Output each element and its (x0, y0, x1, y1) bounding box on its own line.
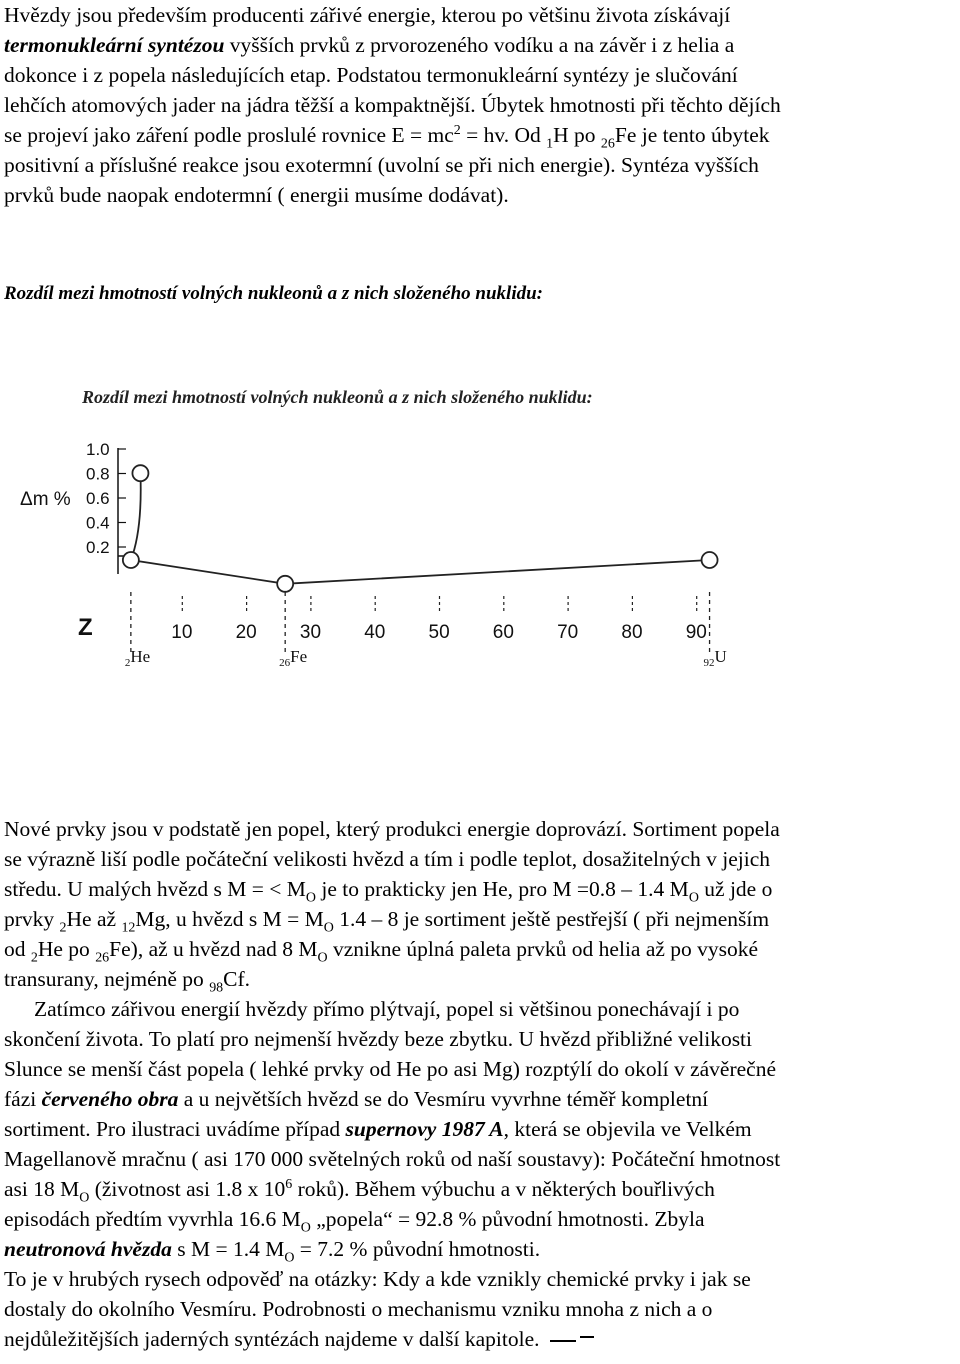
text-span: Zatímco zářivou energií hvězdy přímo plýtvají, popel si většinou ponechávají i po (34, 997, 740, 1021)
text-span: Fe), až u hvězd nad 8 M (109, 937, 318, 961)
x-tick-label: 20 (235, 622, 257, 643)
text-line (4, 994, 960, 1024)
x-tick-label: 80 (621, 622, 643, 643)
data-point (132, 465, 148, 481)
text-line (4, 1084, 960, 1114)
text-span: Hvězdy jsou především producenti zářivé energie, kterou po většinu života získávají (4, 3, 731, 27)
text-line (4, 904, 960, 934)
text-span: prvky (4, 907, 60, 931)
x-tick-label: 50 (428, 622, 450, 643)
superscript: 6 (285, 1176, 293, 1192)
text-span: skončení života. To platí pro nejmenší hvězdy beze zbytku. U hvězd přibližné velikosti (4, 1027, 753, 1051)
text-span: Mg, u hvězd s M = M (135, 907, 324, 931)
emphasis-term: neutronová hvězda (4, 1237, 172, 1261)
text-span: s M = 1.4 M (171, 1237, 285, 1261)
text-span: (životnost asi 1.8 x 10 (89, 1177, 286, 1201)
text-span: H po (553, 123, 601, 147)
text-span: od (4, 937, 31, 961)
text-span: transurany, nejméně po (4, 967, 210, 991)
text-line (4, 1234, 960, 1264)
text-line (4, 1054, 960, 1084)
text-span: Fe je tento úbytek (614, 123, 770, 147)
text-line (4, 1264, 960, 1294)
x-tick-label: 10 (171, 622, 193, 643)
text-span: , která se objevila ve Velkém (503, 1117, 752, 1141)
subscript: 98 (209, 980, 224, 996)
text-span: dokonce i z popela následujících etap. Podstatou termonukleární syntézy je slučování (4, 63, 738, 87)
subscript: O (284, 1250, 295, 1266)
text-span: Cf. (223, 967, 251, 991)
data-point (702, 552, 718, 568)
text-span: prvků bude naopak endotermní ( energii musíme dodávat). (4, 183, 509, 207)
text-span: episodách předtím vyvrhla 16.6 M (4, 1207, 301, 1231)
chart-title: Rozdíl mezi hmotností volných nukleonů a z nich složeného nuklidu: (82, 387, 593, 407)
text-line (4, 1174, 960, 1204)
text-line (4, 1114, 960, 1144)
text-span: už jde o (698, 877, 773, 901)
x-tick-label: 60 (492, 622, 514, 643)
emphasis-term: supernovy 1987 A (345, 1117, 504, 1141)
x-tick-label: 30 (299, 622, 322, 643)
y-tick-label: 0.2 (86, 538, 110, 557)
subscript: O (323, 920, 334, 936)
text-span: je to prakticky jen He, pro M =0.8 – 1.4 M (316, 877, 689, 901)
text-span: positivní a příslušné reakce jsou exotermní (uvolní se při nich energie). Syntéza vyšších (4, 153, 759, 177)
x-tick-label: 90 (685, 622, 707, 643)
x-tick-label: 40 (364, 622, 386, 643)
y-tick-label: 1.0 (86, 440, 110, 459)
text-span: se projeví jako záření podle proslulé rovnice E = mc (4, 123, 454, 147)
text-line (4, 844, 960, 874)
text-line (4, 874, 960, 904)
text-span: = 7.2 % původní hmotnosti. (294, 1237, 541, 1261)
text-line (4, 1144, 960, 1174)
nuclide-label: $_{92}$U (703, 647, 727, 669)
subscript: O (305, 890, 317, 906)
text-span: sortiment. Pro ilustraci uvádíme případ (4, 1117, 346, 1141)
section-heading: Rozdíl mezi hmotností volných nukleonů a z nich složeného nuklidu: (4, 283, 543, 304)
text-line (4, 964, 960, 994)
text-span: dostaly do okolního Vesmíru. Podrobnosti o mechanismu vzniku mnoha z nich a o (4, 1297, 713, 1321)
nuclide-label: $_2$He (124, 647, 151, 669)
subscript: 2 (59, 920, 67, 936)
text-span: a u největších hvězd se do Vesmíru vyvrhne téměř kompletní (178, 1087, 709, 1111)
subscript: 26 (95, 950, 110, 966)
dash-mark (580, 1335, 594, 1338)
subscript: O (300, 1220, 311, 1236)
text-span: lehčích atomových jader na jádra těžší a kompaktnější. Úbytek hmotnosti při těchto dějích (4, 93, 781, 117)
x-tick-label: 70 (557, 622, 579, 643)
text-span: se výrazně liší podle počáteční velikosti hvězd a tím i podle teplot, dosažitelných v jejich (4, 847, 771, 871)
text-span: Nové prvky jsou v podstatě jen popel, který produkci energie doprovází. Sortiment popela (4, 817, 780, 841)
text-span: roků). Během výbuchu a v některých bouřlivých (292, 1177, 715, 1201)
subscript: O (79, 1190, 90, 1206)
text-span: vyšších prvků z prvorozeného vodíku a na závěr i z helia a (224, 33, 735, 57)
text-span: nejdůležitějších jaderných syntézách najdeme v další kapitole. (4, 1327, 540, 1351)
emphasis-term: červeného obra (41, 1087, 179, 1111)
text-span: He až (66, 907, 122, 931)
body-text (4, 814, 960, 1354)
text-span: vznikne úplná paleta prvků od helia až po vysoké (327, 937, 759, 961)
y-tick-label: 0.6 (86, 489, 110, 508)
text-line (4, 1294, 960, 1324)
text-span: 1.4 – 8 je sortiment ještě pestřejší ( při nejmenším (333, 907, 770, 931)
text-span: Slunce se menší část popela ( lehké prvky od He po asi Mg) rozptýlí do okolí v závěrečné (4, 1057, 776, 1081)
subscript: 2 (30, 950, 38, 966)
text-span: asi 18 M (4, 1177, 80, 1201)
y-axis-label: Δm % (20, 489, 71, 510)
text-line (4, 1204, 960, 1234)
subscript: O (317, 950, 328, 966)
x-axis-label: Z (78, 614, 93, 641)
text-span: To je v hrubých rysech odpověď na otázky: Kdy a kde vznikly chemické prvky i jak se (4, 1267, 751, 1291)
data-point (123, 552, 139, 568)
text-span: fázi (4, 1087, 42, 1111)
y-tick-label: 0.8 (86, 464, 110, 484)
y-tick-label: 0.4 (86, 513, 110, 533)
text-line (4, 934, 960, 964)
superscript: 2 (453, 122, 461, 138)
text-span: „popela“ = 92.8 % původní hmotnosti. Zbyla (310, 1207, 705, 1231)
text-line (4, 1324, 960, 1354)
subscript: O (688, 890, 699, 906)
nuclide-label: $_{26}$Fe (279, 647, 308, 669)
text-line (4, 814, 960, 844)
underline-mark (550, 1339, 576, 1342)
text-span: = hv. Od (460, 123, 547, 147)
subscript: 1 (546, 136, 554, 152)
subscript: 26 (600, 136, 615, 152)
text-span: He po (37, 937, 96, 961)
subscript: 12 (121, 920, 136, 936)
text-line (4, 1024, 960, 1054)
emphasis-term: termonukleární syntézou (4, 33, 225, 57)
text-span: středu. U malých hvězd s M = < M (4, 877, 306, 901)
text-span: Magellanově mračnu ( asi 170 000 světelných roků od naší soustavy): Počáteční hmotnost (4, 1147, 781, 1171)
data-point (277, 576, 293, 592)
